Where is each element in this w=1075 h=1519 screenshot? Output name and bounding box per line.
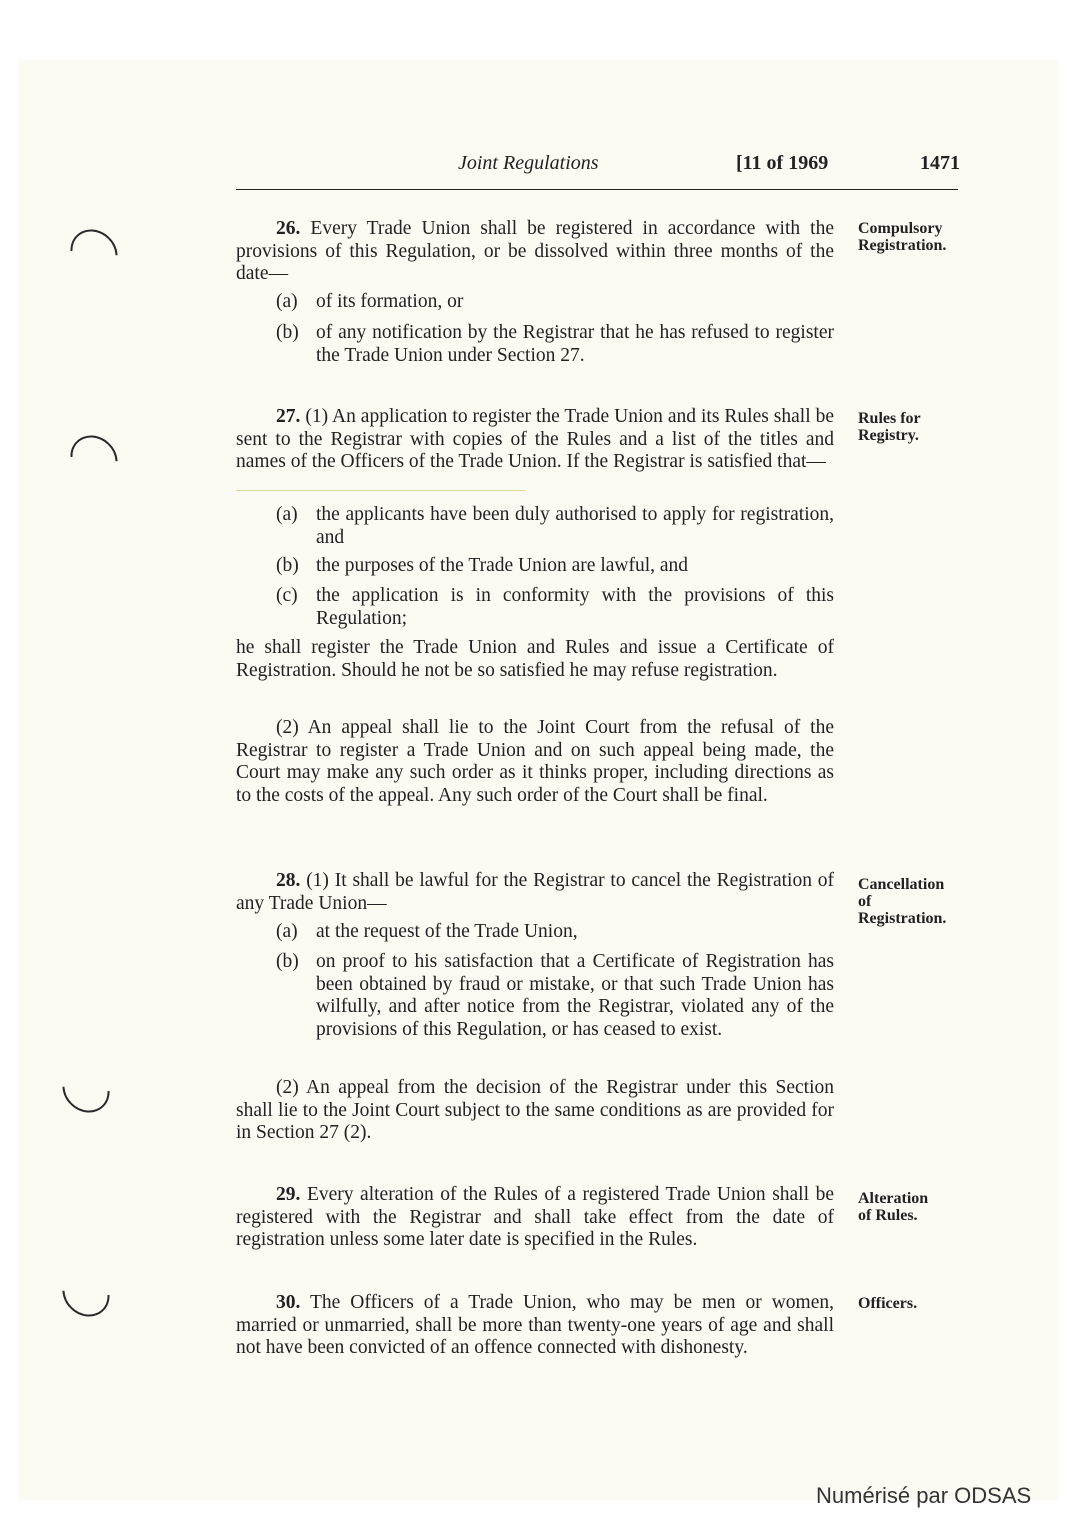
- section-26-item-b: [276, 322, 834, 367]
- section-27-item-c: [276, 585, 834, 630]
- header-act-reference: [11 of 1969: [736, 152, 829, 174]
- pencil-underline: [236, 490, 526, 491]
- section-27-item-b: [276, 555, 834, 578]
- section-29-number: 29.: [276, 1184, 301, 1205]
- section-27-number: 27.: [276, 406, 301, 427]
- page-number: 1471: [920, 152, 960, 174]
- section-28-text: It shall be lawful for the Registrar to cancel the Registration of any Trade Union—: [236, 870, 835, 914]
- margin-note-26: Compulsory Registration.: [858, 220, 947, 254]
- item-text: at the request of the Trade Union,: [316, 921, 578, 942]
- margin-note-27: Rules for Registry.: [858, 410, 921, 444]
- section-28-item-b: [276, 951, 834, 1041]
- section-26-item-a: [276, 291, 834, 314]
- margin-note-30: Officers.: [858, 1295, 918, 1312]
- item-label: (c): [276, 585, 298, 606]
- section-28-sub1-label: (1): [306, 870, 329, 891]
- section-27-item-a: [276, 504, 834, 549]
- section-29: [236, 1184, 834, 1252]
- item-label: (a): [276, 921, 298, 942]
- item-label: (b): [276, 951, 299, 972]
- item-label: (a): [276, 504, 298, 525]
- section-27-closing: he shall register the Trade Union and Rules and issue a Certificate of Registration. Should he not be so satisfied he may refuse registration.: [236, 637, 834, 681]
- section-30-text: The Officers of a Trade Union, who may be men or women, married or unmarried, shall be more than twenty-one years of age and shall not have been convicted of an offence connected with dishonesty.: [236, 1292, 834, 1358]
- section-29-text: Every alteration of the Rules of a registered Trade Union shall be registered with the Registrar and shall take effect from the date of registration unless some later date is specified in the Rules.: [236, 1184, 834, 1250]
- section-26-number: 26.: [276, 218, 301, 239]
- section-27-sub1-label: (1): [305, 406, 329, 427]
- header-rule: [236, 189, 958, 190]
- section-26-intro: [236, 218, 834, 286]
- header-title: Joint Regulations: [458, 152, 599, 174]
- item-label: (b): [276, 322, 299, 343]
- section-28-item-a: [276, 921, 834, 944]
- item-text: of any notification by the Registrar that he has refused to register the Trade Union under Section 27.: [316, 322, 834, 366]
- section-30-number: 30.: [276, 1292, 301, 1313]
- section-28-subsection-2: (2) An appeal from the decision of the Registrar under this Section shall lie to the Joint Court subject to the same conditions as are provided for in Section 27 (2).: [236, 1077, 834, 1143]
- section-27-intro: [236, 406, 834, 474]
- margin-note-28: Cancellation of Registration.: [858, 876, 947, 927]
- item-text: the applicants have been duly authorised to apply for registration, and: [316, 504, 834, 548]
- section-28-intro: [236, 870, 834, 915]
- digitization-watermark: Numérisé par ODSAS: [816, 1483, 1032, 1508]
- margin-note-29: Alteration of Rules.: [858, 1190, 929, 1224]
- section-27-subsection-2: (2) An appeal shall lie to the Joint Court from the refusal of the Registrar to register a Trade Union and on such appeal being made, the Court may make any such order as it thinks proper, including directions as to the costs of the appeal. Any such order of the Court shall be final.: [236, 717, 834, 806]
- item-label: (b): [276, 555, 299, 576]
- item-text: on proof to his satisfaction that a Certificate of Registration has been obtained by fraud or mistake, or that such Trade Union has wilfully, and after notice from the Registrar, violated any of the provisions of this Regulation, or has ceased to exist.: [316, 951, 834, 1040]
- item-text: of its formation, or: [316, 291, 464, 312]
- section-27-text: An application to register the Trade Union and its Rules shall be sent to the Registrar with copies of the Rules and a list of the titles and names of the Officers of the Trade Union. If the Registrar is satisfied that—: [236, 406, 834, 472]
- section-30: [236, 1292, 834, 1360]
- section-26-text: Every Trade Union shall be registered in accordance with the provisions of this Regulation, or be dissolved within three months of the date—: [236, 218, 834, 284]
- item-text: the purposes of the Trade Union are lawful, and: [316, 555, 689, 576]
- section-28-number: 28.: [276, 870, 301, 891]
- running-header: [236, 150, 960, 180]
- item-label: (a): [276, 291, 298, 312]
- item-text: the application is in conformity with the provisions of this Regulation;: [316, 585, 834, 629]
